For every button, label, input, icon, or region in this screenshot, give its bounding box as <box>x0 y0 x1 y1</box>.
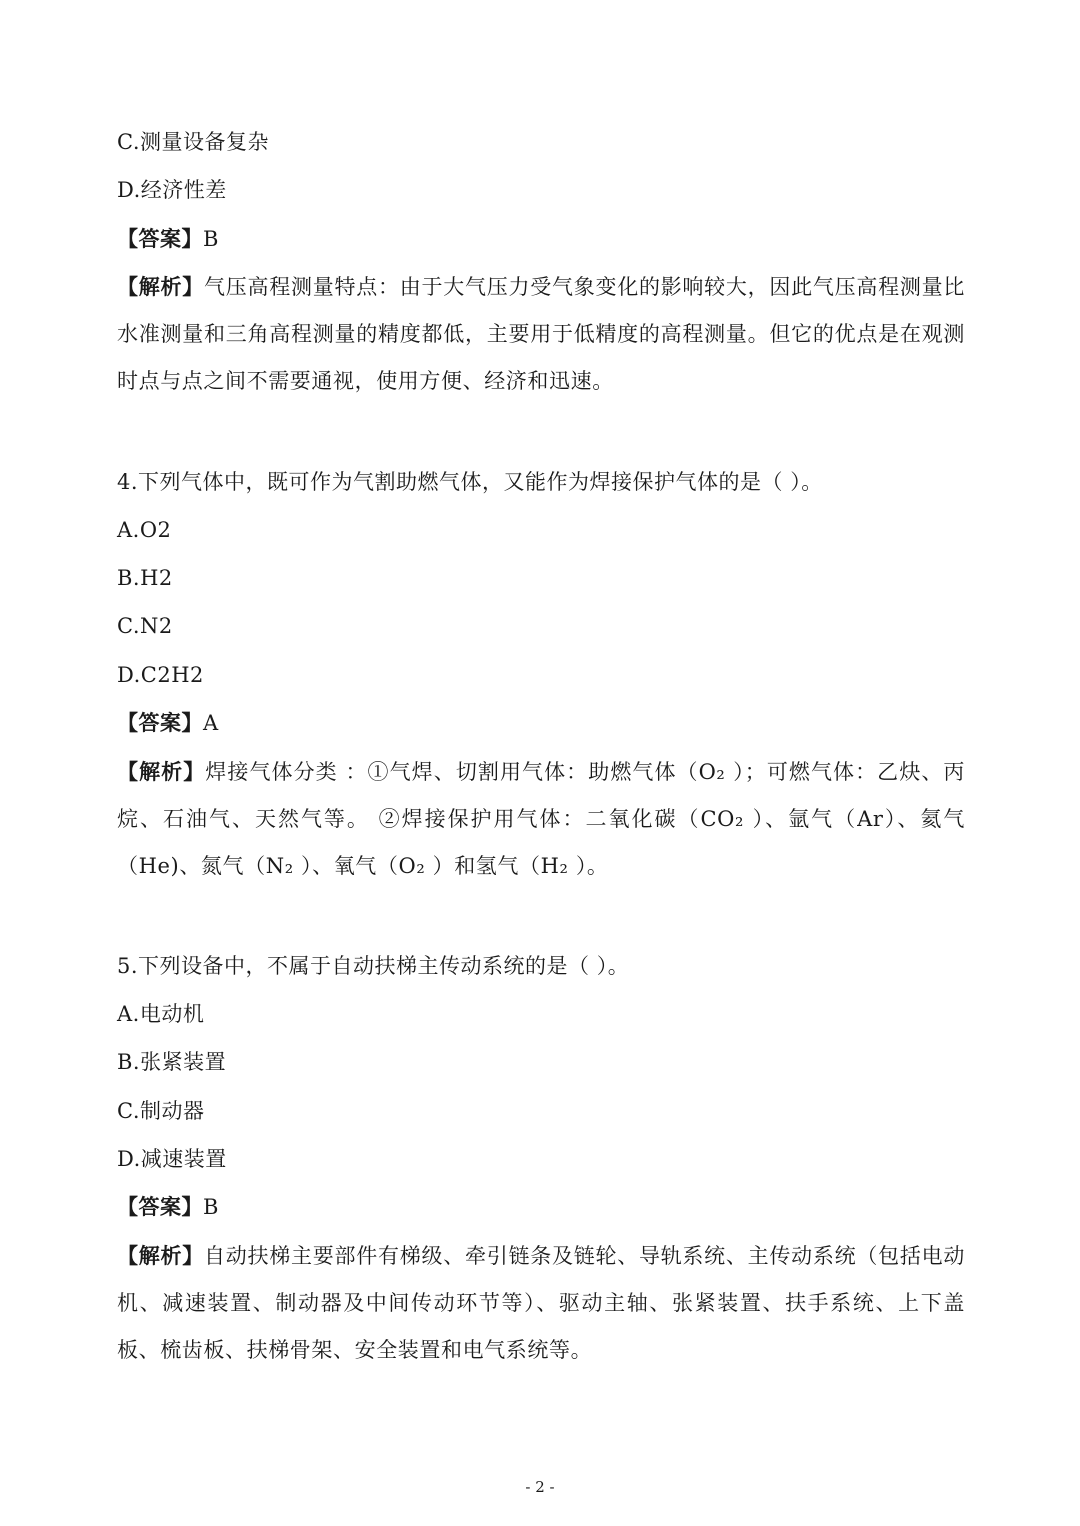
q5-analysis <box>117 1232 965 1374</box>
q4-option-d: D.C2H2 <box>117 663 204 687</box>
q4-option-a: A.O2 <box>117 518 172 542</box>
analysis-text: 焊接气体分类 ：①气焊、切割用气体：助燃气体（O₂ ）；可燃气体：乙炔、丙烷、石油气、天然气等。 ②焊接保护用气体：二氧化碳（CO₂ ）、氩气（Ar）、氦气（He)、氮气（N₂ ）、氧气（O₂ ）和氢气（H₂ ）。 <box>117 760 966 878</box>
page-number: - 2 - <box>525 1478 555 1496</box>
q5-option-d: D.减速装置 <box>117 1147 227 1171</box>
q5-question: 5.下列设备中，不属于自动扶梯主传动系统的是（ ）。 <box>117 954 630 978</box>
q3-analysis <box>117 263 965 405</box>
q5-option-a: A.电动机 <box>117 1002 205 1026</box>
q3-option-c: C.测量设备复杂 <box>117 130 269 154</box>
answer-label: 【答案】 <box>117 1194 203 1219</box>
q4-analysis <box>117 748 965 890</box>
q4-option-b: B.H2 <box>117 566 173 590</box>
q4-question: 4.下列气体中，既可作为气割助燃气体，又能作为焊接保护气体的是（ ）。 <box>117 470 823 494</box>
analysis-label: 【解析】 <box>117 1243 204 1268</box>
q3-answer <box>117 225 219 253</box>
answer-value: B <box>203 1195 219 1219</box>
answer-label: 【答案】 <box>117 710 203 735</box>
analysis-text: 气压高程测量特点：由于大气压力受气象变化的影响较大，因此气压高程测量比水准测量和三角高程测量的精度都低，主要用于低精度的高程测量。但它的优点是在观测时点与点之间不需要通视，使用方便、经济和迅速。 <box>117 275 966 393</box>
answer-value: B <box>203 227 219 251</box>
q5-answer <box>117 1193 219 1221</box>
q4-option-c: C.N2 <box>117 614 173 638</box>
q3-option-d: D.经济性差 <box>117 178 227 202</box>
analysis-label: 【解析】 <box>117 759 206 784</box>
q5-option-b: B.张紧装置 <box>117 1050 227 1074</box>
answer-label: 【答案】 <box>117 226 203 251</box>
analysis-text: 自动扶梯主要部件有梯级、牵引链条及链轮、导轨系统、主传动系统（包括电动机、减速装置、制动器及中间传动环节等）、驱动主轴、张紧装置、扶手系统、上下盖板、梳齿板、扶梯骨架、安全装置和电气系统等。 <box>117 1244 966 1362</box>
q5-option-c: C.制动器 <box>117 1099 205 1123</box>
q4-answer <box>117 709 219 737</box>
analysis-label: 【解析】 <box>117 274 204 299</box>
answer-value: A <box>203 711 219 735</box>
